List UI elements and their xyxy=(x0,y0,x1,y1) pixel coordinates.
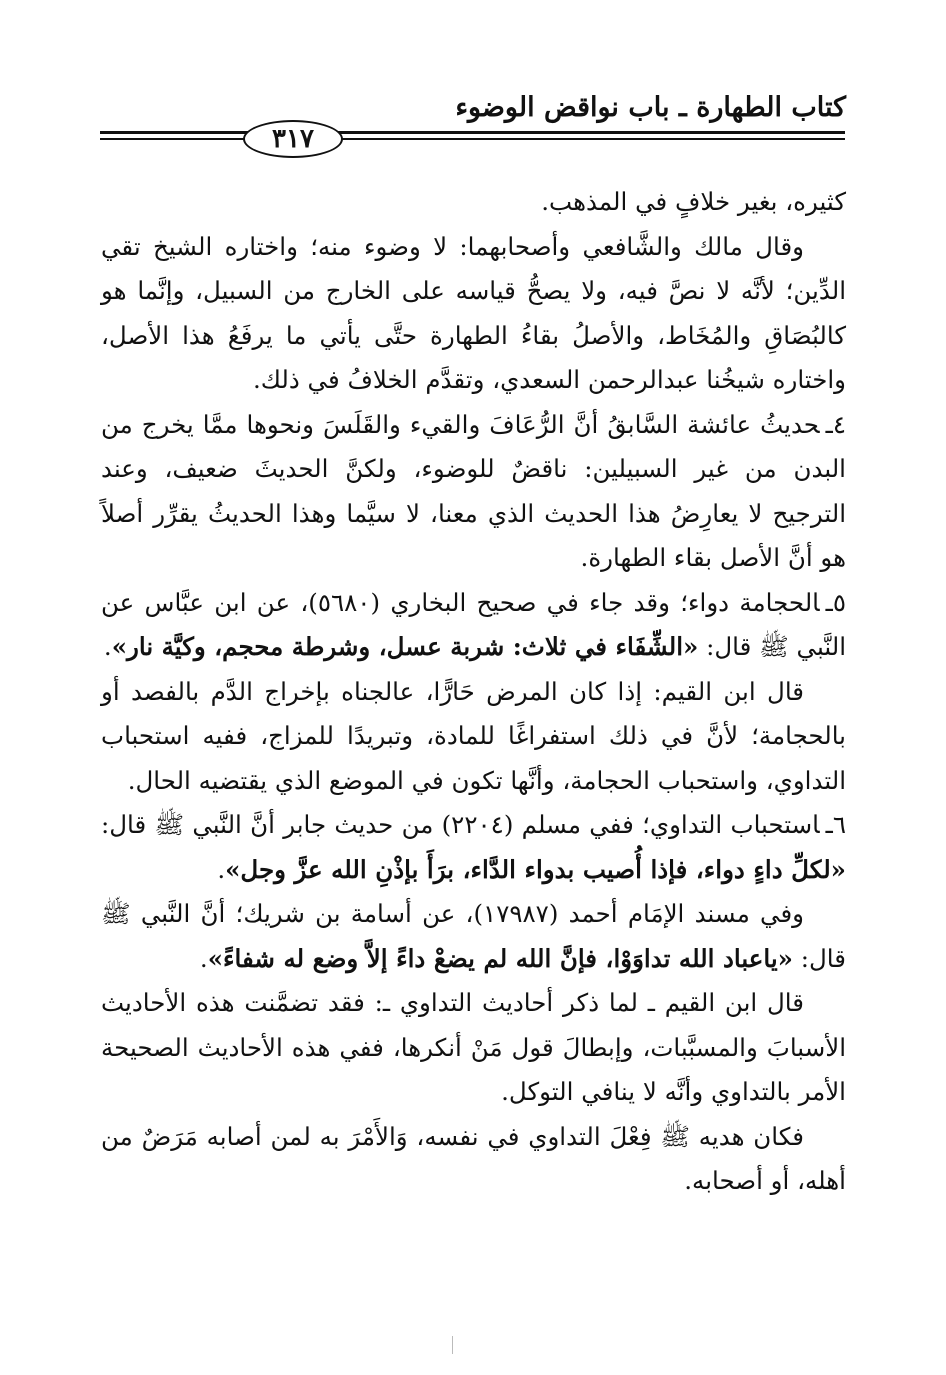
paragraph xyxy=(101,892,846,981)
item-number: ٥ـ xyxy=(825,587,846,617)
page-body xyxy=(101,180,846,1204)
header-rule-left-bottom xyxy=(100,138,250,140)
paragraph-text-end: . xyxy=(217,854,226,884)
paragraph-text: قال ابن القيم ـ لما ذكر أحاديث التداوي ـ: فقد تضمَّنت هذه الأحاديث الأسبابَ والمسبَّبات، وإبطالَ قول مَنْ أنكرها، ففي هذه الأحاديث الصحيحة الأمر بالتداوي وأنَّه لا ينافي التوكل. xyxy=(101,988,846,1106)
paragraph-text: استحباب التداوي؛ ففي مسلم (٢٢٠٤) من حديث جابر أنَّ النَّبي ﷺ قال: xyxy=(101,810,820,839)
header-rule-left-top xyxy=(100,131,250,134)
paragraph-text: حديثُ عائشة السَّابقُ أنَّ الرُّعَافَ والقيء والقَلَسَ ونحوها ممَّا يخرج من البدن من غير السبيلين: ناقضٌ للوضوء، ولكنَّ الحديثَ ضعيف، وعند الترجيح لا يعارِضُ هذا الحديث الذي معنا، لا سيَّما وهذا الحديثُ يقرِّر أصلاً هو أنَّ الأصل بقاء الطهارة. xyxy=(101,409,846,572)
header-rule-right-top xyxy=(335,131,845,134)
page-number: ٣١٧ xyxy=(272,124,314,154)
paragraph xyxy=(101,180,846,225)
paragraph-text: وقال مالك والشَّافعي وأصحابهما: لا وضوء منه؛ واختاره الشيخ تقي الدِّين؛ لأنَّه لا نصَّ فيه، ولا يصحُّ قياسه على الخارج من السبيل، وإنَّما هو كالبُصَاقِ والمُخَاط، والأصلُ بقاءُ الطهارة حتَّى يأتي ما يرفَعُ هذا الأصل، واختاره شيخُنا عبدالرحمن السعدي، وتقدَّم الخلافُ في ذلك. xyxy=(101,231,846,394)
hadith-quote: «ياعباد الله تداوَوْا، فإنَّ الله لم يضعْ داءً إلاَّ وضع له شفاءً» xyxy=(207,943,793,973)
numbered-paragraph xyxy=(101,581,846,670)
hadith-quote: «الشِّفَاء في ثلاث: شربة عسل، وشرطة محجم، وكيَّة نار» xyxy=(111,632,699,661)
header-rule-right-bottom xyxy=(335,138,845,140)
numbered-paragraph xyxy=(101,403,846,581)
paragraph-text-end: . xyxy=(103,632,112,661)
running-header-title: كتاب الطهارة ـ باب نواقض الوضوء xyxy=(455,92,846,123)
paragraph-text: فكان هديه ﷺ فِعْلَ التداوي في نفسه، وَالأَمْرَ به لمن أصابه مَرَضٌ من أهله، أو أصحابه. xyxy=(101,1121,846,1195)
item-number: ٦ـ xyxy=(825,810,846,839)
paragraph-text: قال ابن القيم: إذا كان المرض حَارًّا، عالجناه بإخراج الدَّم بالفصد أو بالحجامة؛ لأنَّ في ذلك استفراغًا للمادة، وتبريدًا للمزاج، ففيه استحباب التداوي، واستحباب الحجامة، وأنَّها تكون في الموضع الذي يقتضيه الحال. xyxy=(101,676,846,795)
paragraph-text-end: . xyxy=(199,943,208,973)
scan-mark xyxy=(452,1336,453,1354)
paragraph xyxy=(101,1115,846,1204)
paragraph xyxy=(101,670,846,804)
item-number: ٤ـ xyxy=(825,409,846,439)
paragraph xyxy=(101,225,846,403)
paragraph xyxy=(101,981,846,1115)
paragraph-text: وفي مسند الإمَام أحمد (١٧٩٨٧)، عن أسامة بن شريك؛ أنَّ النَّبي ﷺ قال: xyxy=(101,899,846,973)
numbered-paragraph xyxy=(101,803,846,892)
hadith-quote: «لكلِّ داءٍ دواء، فإذا أُصيب بدواء الدَّاء، برَأَ بإذْنِ الله عزَّ وجل» xyxy=(225,854,846,884)
paragraph-text: كثيره، بغير خلافٍ في المذهب. xyxy=(541,187,846,216)
paragraph-text: الحجامة دواء؛ وقد جاء في صحيح البخاري (٥٦٨٠)، عن ابن عبَّاس عن النَّبي ﷺ قال: xyxy=(101,587,846,661)
page-number-badge xyxy=(243,120,343,158)
